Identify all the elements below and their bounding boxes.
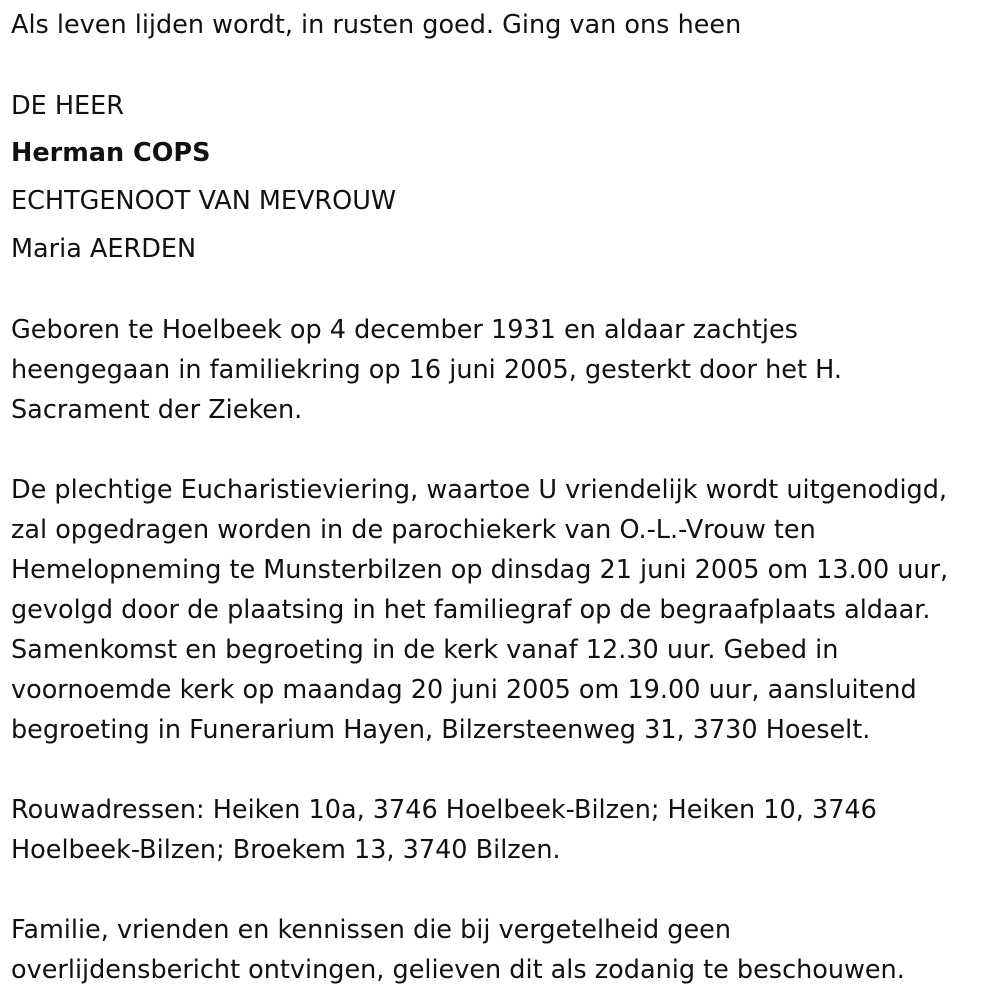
- ceremony-line: voornoemde kerk op maandag 20 juni 2005 om 19.00 uur, aansluitend: [11, 675, 917, 705]
- ceremony-line: zal opgedragen worden in de parochiekerk van O.-L.-Vrouw ten: [11, 515, 816, 545]
- birth-line: Sacrament der Zieken.: [11, 395, 303, 425]
- ceremony-line: De plechtige Eucharistieviering, waartoe U vriendelijk wordt uitgenodigd,: [11, 475, 948, 505]
- ceremony-line: Samenkomst en begroeting in de kerk vanaf 12.30 uur. Gebed in: [11, 635, 839, 665]
- address-line: Hoelbeek-Bilzen; Broekem 13, 3740 Bilzen.: [11, 835, 561, 865]
- title-prefix: DE HEER: [11, 91, 124, 121]
- ceremony-line: Hemelopneming te Munsterbilzen op dinsdag 21 juni 2005 om 13.00 uur,: [11, 555, 949, 585]
- closing-line: Familie, vrienden en kennissen die bij vergetelheid geen: [11, 915, 731, 945]
- ceremony-line: begroeting in Funerarium Hayen, Bilzersteenweg 31, 3730 Hoeselt.: [11, 715, 871, 745]
- spouse-name: Maria AERDEN: [11, 234, 197, 264]
- birth-line: Geboren te Hoelbeek op 4 december 1931 en aldaar zachtjes: [11, 315, 798, 345]
- ceremony-line: gevolgd door de plaatsing in het familiegraf op de begraafplaats aldaar.: [11, 595, 931, 625]
- address-line: Rouwadressen: Heiken 10a, 3746 Hoelbeek-Bilzen; Heiken 10, 3746: [11, 795, 877, 825]
- intro-text: Als leven lijden wordt, in rusten goed. Ging van ons heen: [11, 10, 742, 40]
- birth-line: heengegaan in familiekring op 16 juni 2005, gesterkt door het H.: [11, 355, 842, 385]
- closing-line: overlijdensbericht ontvingen, gelieven dit als zodanig te beschouwen.: [11, 955, 905, 985]
- spouse-relation: ECHTGENOOT VAN MEVROUW: [11, 186, 397, 216]
- deceased-name: Herman COPS: [11, 138, 211, 168]
